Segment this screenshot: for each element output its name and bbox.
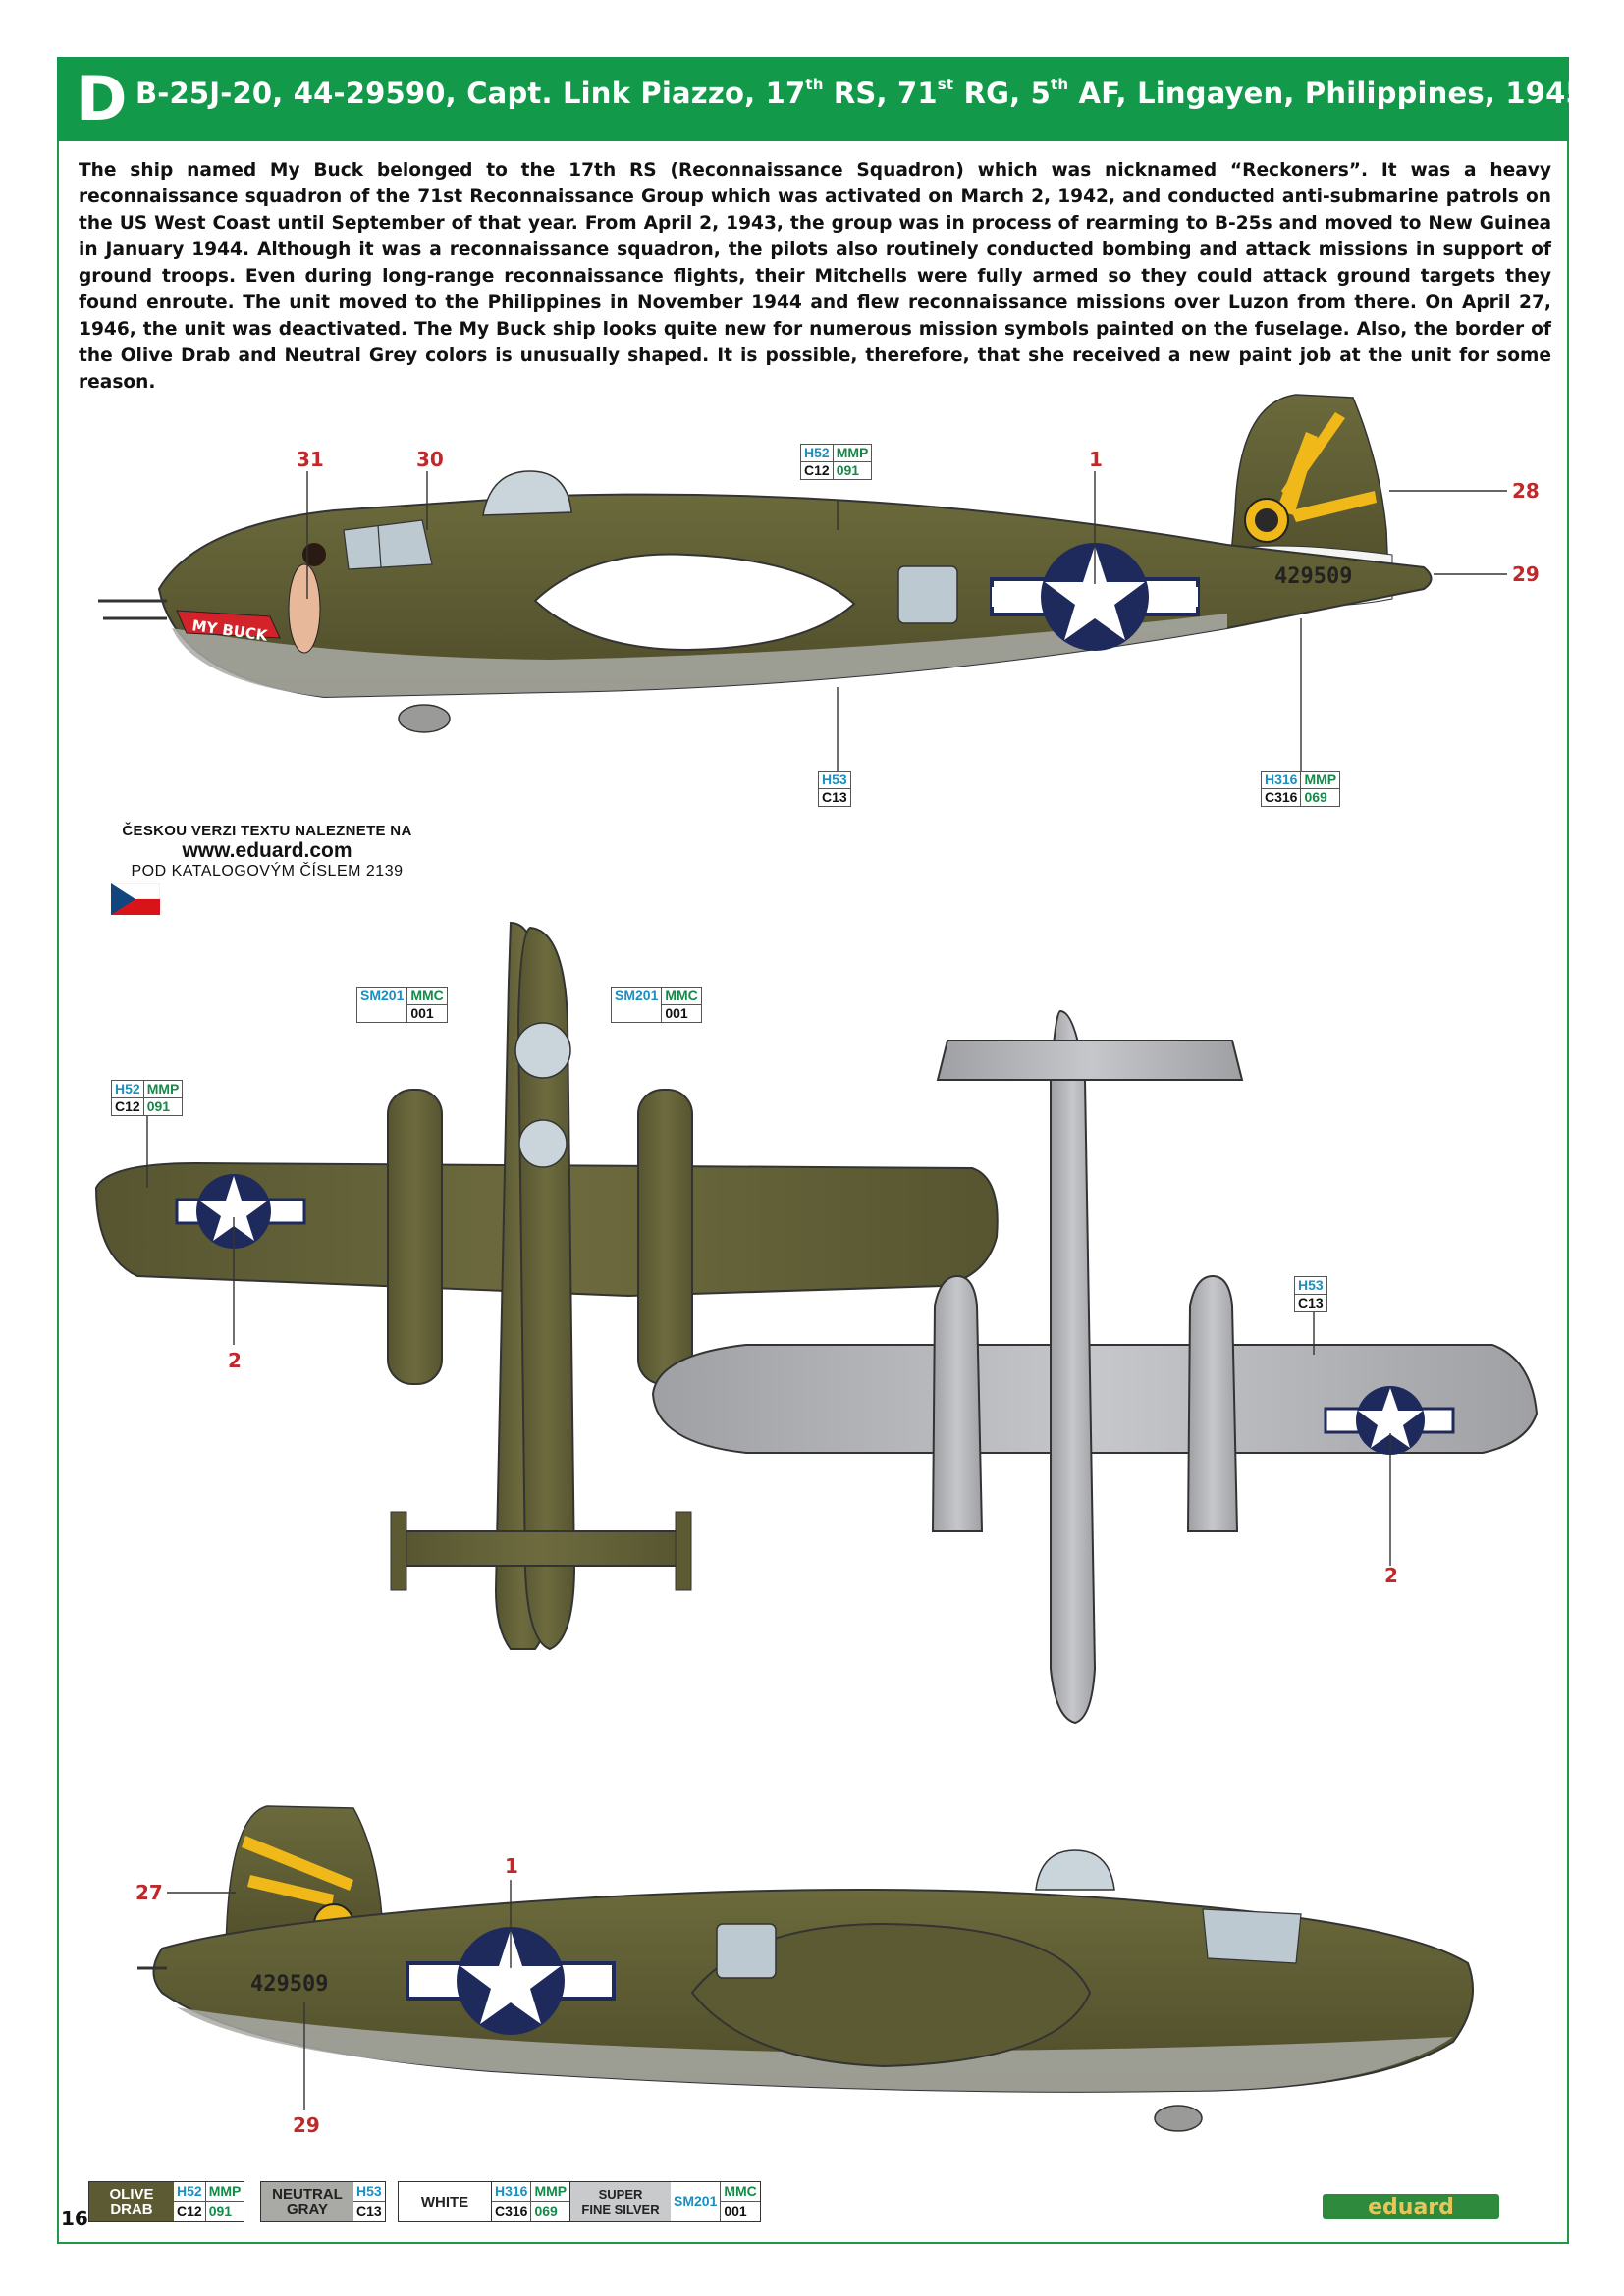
- paint-tag-neutral-side: H53 C13: [818, 771, 851, 807]
- callout-31: 31: [297, 448, 324, 471]
- legend-super-fine-silver: SUPER FINE SILVER SM201 MMC 001: [569, 2181, 761, 2222]
- serial-lower: 429509: [250, 1972, 329, 1997]
- nose-art-name: MY BUCK: [190, 616, 269, 645]
- side-profile-left: [98, 395, 1432, 732]
- legend-olive-drab: OLIVE DRAB H52 MMP C12 091: [88, 2181, 244, 2222]
- paint-tag-olive-wing: H52 MMP C12 091: [111, 1080, 183, 1116]
- callout-2-top-view: 2: [228, 1349, 242, 1372]
- czech-note: ČESKOU VERZI TEXTU NALEZNETE NA www.eduard.com POD KATALOGOVÝM ČÍSLEM 2139: [110, 823, 424, 881]
- legend-neutral-gray: NEUTRAL GRAY H53 C13: [260, 2181, 386, 2222]
- callout-27: 27: [135, 1881, 163, 1904]
- bottom-view: [653, 1011, 1537, 1723]
- callout-1-lower: 1: [505, 1854, 518, 1878]
- paint-tag-white-side: H316 MMP C316 069: [1261, 771, 1340, 807]
- callout-2-bottom-view: 2: [1384, 1564, 1398, 1587]
- callout-29-lower: 29: [293, 2113, 320, 2137]
- paint-tag-olive-upper: H52 MMP C12 091: [800, 444, 872, 480]
- top-view: [96, 923, 998, 1649]
- callout-28: 28: [1512, 479, 1540, 503]
- callout-1-upper: 1: [1089, 448, 1103, 471]
- paint-tag-silver-left: SM201 MMC 001: [356, 987, 448, 1023]
- legend-white: WHITE H316 MMP C316 069: [398, 2181, 570, 2222]
- czech-flag-icon: [111, 883, 160, 915]
- callout-30: 30: [416, 448, 444, 471]
- website-link[interactable]: www.eduard.com: [182, 839, 352, 862]
- serial-upper: 429509: [1274, 564, 1353, 589]
- profile-letter: D: [77, 63, 128, 134]
- side-profile-right: [137, 1806, 1473, 2131]
- svg-text:eduard: eduard: [1368, 2195, 1454, 2219]
- callout-29-upper: 29: [1512, 562, 1540, 586]
- paint-tag-silver-right: SM201 MMC 001: [611, 987, 702, 1023]
- eduard-logo: [1323, 2194, 1499, 2219]
- paint-tag-neutral-wing: H53 C13: [1294, 1276, 1327, 1312]
- history-description: The ship named My Buck belonged to the 17th RS (Reconnaissance Squadron) which was nicknamed “Reckoners”. It was a heavy reconnaissance squadron of the 71st Reconnaissance Group which was activated on March 2, 1942, and conducted anti-submarine patrols on the US West Coast until September of that year. From April 2, 1943, the group was in process of rearming to B-25s and moved to New Guinea in January 1944. Although it was a reconnaissance squadron, the pilots also routinely conducted bombing and attack missions in support of ground troops. Even during long-range reconnaissance flights, their Mitchells were fully armed so they could attack ground targets they found enroute. The unit moved to the Philippines in November 1944 and flew reconnaissance missions over Luzon from there. On April 27, 1946, the unit was deactivated. The My Buck ship looks quite new for numerous mission symbols painted on the fuselage. Also, the border of the Olive Drab and Neutral Grey colors is unusually shaped. It is possible, therefore, that she received a new paint job at the unit for some reason.: [79, 160, 1551, 393]
- page-number: 16: [61, 2207, 88, 2230]
- profile-title: B-25J-20, 44-29590, Capt. Link Piazzo, 17th RS, 71st RG, 5th AF, Lingayen, Philippines, 1945: [135, 76, 1586, 110]
